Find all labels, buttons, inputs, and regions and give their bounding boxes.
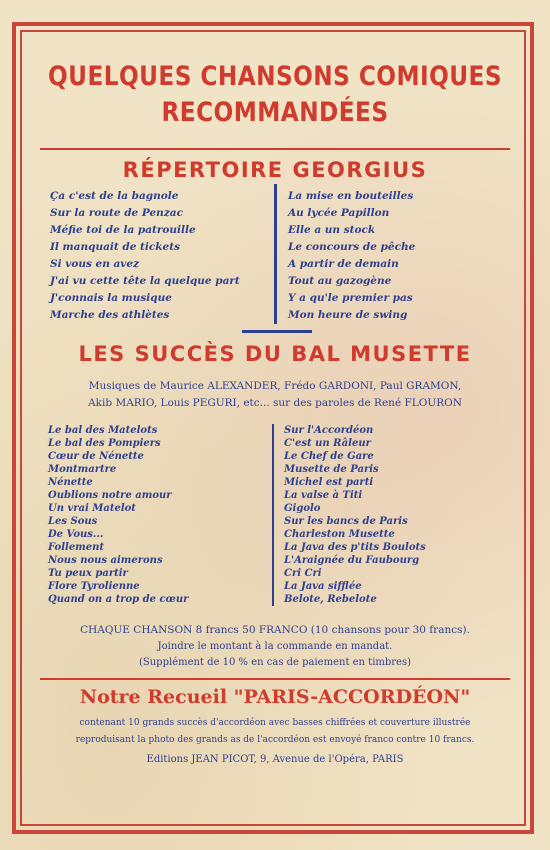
song-item: La Java des p'tits Boulots (284, 542, 426, 553)
divider-bottom (40, 678, 510, 680)
song-item: Au lycée Papillon (288, 207, 390, 219)
song-item: Y a qu'le premier pas (288, 292, 413, 304)
song-item: La Java sifflée (284, 581, 362, 592)
song-item: Flore Tyrolienne (48, 581, 140, 592)
small-divider (242, 330, 312, 333)
song-item: Les Sous (48, 516, 98, 527)
pricing-line-2: Joindre le montant à la commande en mandat. (157, 641, 393, 652)
song-item: A partir de demain (288, 258, 399, 270)
title-line-1: QUELQUES CHANSONS COMIQUES (48, 61, 502, 92)
song-item: Un vrai Matelot (48, 503, 136, 514)
song-item: Méfie toi de la patrouille (50, 224, 196, 236)
song-item: La mise en bouteilles (288, 190, 414, 202)
song-item: Nénette (48, 477, 93, 488)
song-item: Belote, Rebelote (284, 594, 377, 605)
recueil-heading: Notre Recueil "PARIS-ACCORDÉON" (79, 686, 471, 708)
publisher-line: Editions JEAN PICOT, 9, Avenue de l'Opéra, PARIS (146, 754, 404, 765)
pricing-line-1: CHAQUE CHANSON 8 francs 50 FRANCO (10 chansons pour 30 francs). (80, 624, 470, 636)
song-item: Ça c'est de la bagnole (50, 190, 179, 202)
musette-credits-1: Musiques de Maurice ALEXANDER, Frédo GARDONI, Paul GRAMON, (88, 380, 462, 392)
georgius-heading: RÉPERTOIRE GEORGIUS (122, 158, 428, 182)
song-item: Tu peux partir (48, 568, 128, 579)
column-divider (274, 184, 277, 324)
song-item: Cri Cri (284, 568, 322, 579)
song-item: Musette de Paris (284, 464, 379, 475)
column-divider (272, 424, 274, 606)
song-item: Nous nous aimerons (48, 555, 163, 566)
song-item: Mon heure de swing (288, 309, 408, 321)
song-item: C'est un Râleur (284, 438, 371, 449)
song-item: Quand on a trop de cœur (48, 594, 189, 605)
title-line-2: RECOMMANDÉES (161, 97, 389, 128)
song-item: Cœur de Nénette (48, 451, 144, 462)
musette-credits-2: Akib MARIO, Louis PEGURI, etc... sur des paroles de René FLOURON (88, 397, 462, 409)
song-item: Elle a un stock (288, 224, 376, 236)
song-item: Si vous en avez (50, 258, 140, 270)
song-item: Gigolo (284, 503, 321, 514)
song-item: L'Araignée du Faubourg (284, 555, 420, 566)
song-item: J'ai vu cette tête la quelque part (50, 275, 240, 287)
song-item: Tout au gazogène (288, 275, 392, 287)
song-item: Sur l'Accordéon (284, 425, 374, 436)
song-item: Il manquait de tickets (50, 241, 181, 253)
musette-heading: LES SUCCÈS DU BAL MUSETTE (78, 342, 472, 366)
song-item: Le Chef de Gare (284, 451, 374, 462)
song-item: Charleston Musette (284, 529, 395, 540)
song-item: Marche des athlètes (50, 309, 170, 321)
song-item: Michel est parti (284, 477, 374, 488)
song-item: Follement (48, 542, 105, 553)
recueil-line-1: contenant 10 grands succès d'accordéon avec basses chiffrées et couverture illustrée (79, 718, 471, 728)
song-item: La valse à Titi (284, 490, 363, 501)
song-item: Sur la route de Penzac (50, 207, 183, 219)
song-item: Montmartre (48, 464, 117, 475)
song-item: J'connais la musique (50, 292, 172, 304)
song-item: De Vous... (48, 529, 104, 540)
song-item: Le bal des Pompiers (48, 438, 161, 449)
song-item: Le concours de pêche (288, 241, 416, 253)
song-item: Sur les bancs de Paris (284, 516, 408, 527)
song-item: Oublions notre amour (48, 490, 172, 501)
song-item: Le bal des Matelots (48, 425, 158, 436)
pricing-line-3: (Supplément de 10 % en cas de paiement en timbres) (138, 657, 412, 668)
divider-top (40, 148, 510, 150)
recueil-line-2: reproduisant la photo des grands as de l'accordéon est envoyé franco contre 10 francs. (75, 735, 475, 745)
